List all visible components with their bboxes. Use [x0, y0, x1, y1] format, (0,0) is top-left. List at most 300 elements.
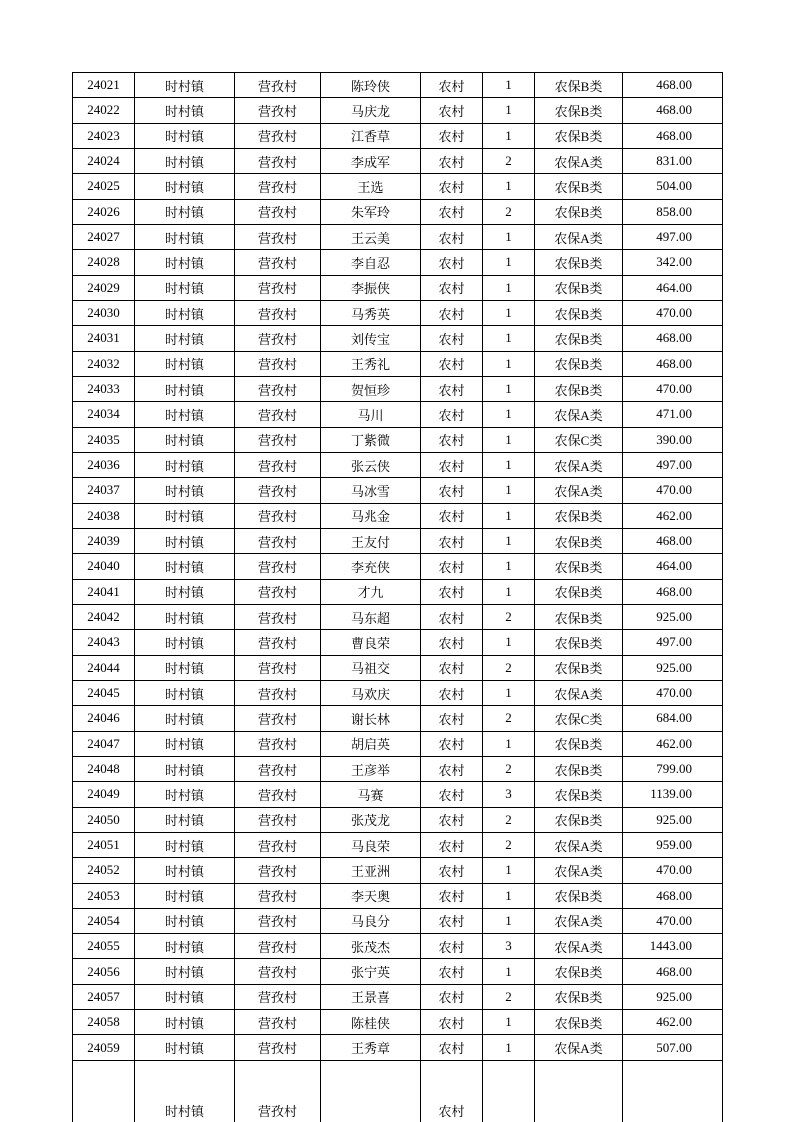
table-cell-amount: 390.00 — [623, 427, 723, 452]
table-cell-amount: 468.00 — [623, 351, 723, 376]
table-cell-village: 营孜村 — [235, 250, 321, 275]
table-cell-count: 1 — [483, 98, 535, 123]
table-cell-town: 时村镇 — [135, 224, 235, 249]
table-cell-amount: 468.00 — [623, 579, 723, 604]
table-cell-amount: 471.00 — [623, 402, 723, 427]
table-cell-type: 农村 — [421, 528, 483, 553]
table-cell-category: 农保B类 — [535, 503, 623, 528]
table-cell-amount: 468.00 — [623, 73, 723, 98]
table-cell-town: 时村镇 — [135, 174, 235, 199]
table-cell-id: 24050 — [73, 807, 135, 832]
table-cell-village: 营孜村 — [235, 883, 321, 908]
table-cell-village: 营孜村 — [235, 199, 321, 224]
table-cell-type: 农村 — [421, 402, 483, 427]
table-cell-id: 24021 — [73, 73, 135, 98]
table-cell-id: 24030 — [73, 300, 135, 325]
table-cell-village: 营孜村 — [235, 984, 321, 1009]
table-cell-id: 24054 — [73, 908, 135, 933]
table-cell-type: 农村 — [421, 680, 483, 705]
table-cell-amount: 470.00 — [623, 908, 723, 933]
table-cell-category: 农保B类 — [535, 554, 623, 579]
table-row — [73, 1035, 723, 1060]
table-cell-count: 1 — [483, 908, 535, 933]
table-cell-count: 1 — [483, 402, 535, 427]
table-cell-town: 时村镇 — [135, 984, 235, 1009]
table-cell-town: 时村镇 — [135, 528, 235, 553]
table-cell-amount: 497.00 — [623, 630, 723, 655]
table-cell-type: 农村 — [421, 1010, 483, 1035]
table-cell-type: 农村 — [421, 731, 483, 756]
table-cell-id: 24026 — [73, 199, 135, 224]
table-cell-amount: 959.00 — [623, 832, 723, 857]
table-cell-type: 农村 — [421, 148, 483, 173]
table-row — [73, 832, 723, 857]
table-cell-type: 农村 — [421, 275, 483, 300]
table-cell-amount: 858.00 — [623, 199, 723, 224]
table-cell-name: 胡启英 — [321, 731, 421, 756]
table-cell-name: 李自忍 — [321, 250, 421, 275]
table-cell-name: 马东超 — [321, 604, 421, 629]
table-cell-type: 农村 — [421, 174, 483, 199]
table-cell-name: 马赛 — [321, 782, 421, 807]
table-row — [73, 579, 723, 604]
table-cell-village: 营孜村 — [235, 148, 321, 173]
table-cell-count: 2 — [483, 604, 535, 629]
table-cell-town: 时村镇 — [135, 300, 235, 325]
table-cell-village: 营孜村 — [235, 554, 321, 579]
table-cell-name: 马冰雪 — [321, 478, 421, 503]
table-cell-name: 才九 — [321, 579, 421, 604]
table-cell-count: 1 — [483, 224, 535, 249]
table-cell-name: 马川 — [321, 402, 421, 427]
table-cell-name: 李天奥 — [321, 883, 421, 908]
table-cell-id: 24057 — [73, 984, 135, 1009]
table-cell-amount: 470.00 — [623, 376, 723, 401]
table-cell-count: 1 — [483, 452, 535, 477]
table-cell-category: 农保B类 — [535, 376, 623, 401]
table-cell-count: 1 — [483, 731, 535, 756]
table-cell-type: 农村 — [421, 832, 483, 857]
table-cell-name: 张茂杰 — [321, 934, 421, 959]
table-cell-town: 时村镇 — [135, 883, 235, 908]
table-row — [73, 807, 723, 832]
table-cell-category: 农保B类 — [535, 579, 623, 604]
table-row — [73, 959, 723, 984]
table-cell-id: 24038 — [73, 503, 135, 528]
table-cell-name: 马欢庆 — [321, 680, 421, 705]
table-cell-count: 2 — [483, 148, 535, 173]
table-cell-count: 1 — [483, 554, 535, 579]
table-row — [73, 402, 723, 427]
table-cell-id: 24042 — [73, 604, 135, 629]
table-cell-category: 农保A类 — [535, 224, 623, 249]
table-cell-id: 24058 — [73, 1010, 135, 1035]
table-cell-category: 农保A类 — [535, 1035, 623, 1060]
table-cell-id — [73, 1060, 135, 1122]
table-cell-village: 营孜村 — [235, 807, 321, 832]
table-cell-category: 农保B类 — [535, 300, 623, 325]
table-cell-name: 王景喜 — [321, 984, 421, 1009]
table-cell-amount: 468.00 — [623, 326, 723, 351]
table-cell-town: 时村镇 — [135, 934, 235, 959]
table-cell-amount: 468.00 — [623, 123, 723, 148]
table-row — [73, 782, 723, 807]
table-row — [73, 680, 723, 705]
table-cell-type: 农村 — [421, 756, 483, 781]
table-cell-name: 李振侠 — [321, 275, 421, 300]
table-cell-town: 时村镇 — [135, 1060, 235, 1122]
table-cell-town: 时村镇 — [135, 908, 235, 933]
table-cell-category: 农保A类 — [535, 402, 623, 427]
table-cell-category: 农保A类 — [535, 148, 623, 173]
table-cell-name: 张宁英 — [321, 959, 421, 984]
table-row — [73, 756, 723, 781]
table-cell-amount: 1139.00 — [623, 782, 723, 807]
table-cell-town: 时村镇 — [135, 123, 235, 148]
table-cell-town: 时村镇 — [135, 402, 235, 427]
table-cell-type: 农村 — [421, 579, 483, 604]
table-body — [73, 73, 723, 1122]
table-cell-name: 张云侠 — [321, 452, 421, 477]
table-cell-id: 24027 — [73, 224, 135, 249]
table-cell-village: 营孜村 — [235, 1010, 321, 1035]
table-row — [73, 908, 723, 933]
table-cell-count: 1 — [483, 959, 535, 984]
table-cell-amount: 470.00 — [623, 478, 723, 503]
table-cell-id: 24031 — [73, 326, 135, 351]
table-cell-name: 王亚洲 — [321, 858, 421, 883]
table-cell-type: 农村 — [421, 300, 483, 325]
table-cell-type: 农村 — [421, 908, 483, 933]
table-cell-name: 王选 — [321, 174, 421, 199]
table-cell-village: 营孜村 — [235, 655, 321, 680]
table-cell-village: 营孜村 — [235, 959, 321, 984]
table-cell-id: 24034 — [73, 402, 135, 427]
table-cell-type: 农村 — [421, 478, 483, 503]
table-cell-category: 农保B类 — [535, 959, 623, 984]
table-cell-id: 24059 — [73, 1035, 135, 1060]
table-cell-id: 24049 — [73, 782, 135, 807]
table-cell-type: 农村 — [421, 655, 483, 680]
table-cell-type: 农村 — [421, 554, 483, 579]
table-cell-count: 2 — [483, 199, 535, 224]
table-cell-id: 24028 — [73, 250, 135, 275]
table-cell-name: 张茂龙 — [321, 807, 421, 832]
table-cell-name: 马秀英 — [321, 300, 421, 325]
table-cell-town: 时村镇 — [135, 959, 235, 984]
table-cell-count: 1 — [483, 883, 535, 908]
table-cell-amount: 925.00 — [623, 807, 723, 832]
table-cell-category: 农保B类 — [535, 528, 623, 553]
table-cell-village: 营孜村 — [235, 351, 321, 376]
table-cell-name: 马良分 — [321, 908, 421, 933]
table-cell-id: 24025 — [73, 174, 135, 199]
table-row — [73, 604, 723, 629]
table-cell-name: 丁紫微 — [321, 427, 421, 452]
table-cell-name: 王友付 — [321, 528, 421, 553]
table-cell-village: 营孜村 — [235, 300, 321, 325]
table-row — [73, 427, 723, 452]
table-row — [73, 528, 723, 553]
table-row — [73, 376, 723, 401]
table-row — [73, 250, 723, 275]
table-cell-id: 24040 — [73, 554, 135, 579]
table-cell-count: 1 — [483, 73, 535, 98]
table-cell-type: 农村 — [421, 503, 483, 528]
table-cell-amount — [623, 1060, 723, 1122]
table-row — [73, 224, 723, 249]
table-cell-name: 江香草 — [321, 123, 421, 148]
table-cell-id: 24035 — [73, 427, 135, 452]
table-cell-amount: 497.00 — [623, 224, 723, 249]
table-cell-count: 1 — [483, 427, 535, 452]
table-row — [73, 478, 723, 503]
table-cell-town: 时村镇 — [135, 250, 235, 275]
table-cell-id: 24039 — [73, 528, 135, 553]
table-row — [73, 123, 723, 148]
table-cell-town: 时村镇 — [135, 604, 235, 629]
table-cell-category: 农保B类 — [535, 174, 623, 199]
table-cell-town: 时村镇 — [135, 706, 235, 731]
table-cell-type: 农村 — [421, 98, 483, 123]
table-cell-town: 时村镇 — [135, 630, 235, 655]
table-cell-type: 农村 — [421, 858, 483, 883]
table-cell-town: 时村镇 — [135, 376, 235, 401]
table-cell-name: 王彦举 — [321, 756, 421, 781]
table-cell-town: 时村镇 — [135, 503, 235, 528]
table-cell-town: 时村镇 — [135, 554, 235, 579]
table-cell-count: 1 — [483, 858, 535, 883]
table-cell-village: 营孜村 — [235, 174, 321, 199]
table-cell-amount: 504.00 — [623, 174, 723, 199]
table-cell-count: 2 — [483, 832, 535, 857]
table-cell-village: 营孜村 — [235, 275, 321, 300]
table-cell-count: 3 — [483, 934, 535, 959]
table-row — [73, 326, 723, 351]
table-cell-type: 农村 — [421, 123, 483, 148]
table-row — [73, 174, 723, 199]
table-cell-amount: 468.00 — [623, 883, 723, 908]
table-cell-town: 时村镇 — [135, 1010, 235, 1035]
table-cell-type: 农村 — [421, 427, 483, 452]
table-cell-id: 24041 — [73, 579, 135, 604]
table-cell-village: 营孜村 — [235, 604, 321, 629]
table-row — [73, 275, 723, 300]
table-row — [73, 452, 723, 477]
table-cell-village: 营孜村 — [235, 224, 321, 249]
table-cell-id: 24029 — [73, 275, 135, 300]
table-cell-town: 时村镇 — [135, 98, 235, 123]
table-cell-amount: 470.00 — [623, 300, 723, 325]
table-cell-town: 时村镇 — [135, 756, 235, 781]
table-cell-count: 1 — [483, 1035, 535, 1060]
table-cell-village: 营孜村 — [235, 427, 321, 452]
table-cell-count: 3 — [483, 782, 535, 807]
table-cell-amount: 684.00 — [623, 706, 723, 731]
table-cell-category: 农保A类 — [535, 452, 623, 477]
table-cell-category: 农保B类 — [535, 782, 623, 807]
table-cell-village: 营孜村 — [235, 934, 321, 959]
table-cell-village: 营孜村 — [235, 680, 321, 705]
table-cell-village: 营孜村 — [235, 756, 321, 781]
records-table — [72, 72, 723, 1122]
table-cell-town: 时村镇 — [135, 275, 235, 300]
table-row — [73, 98, 723, 123]
table-cell-category: 农保B类 — [535, 630, 623, 655]
table-cell-name: 王秀章 — [321, 1035, 421, 1060]
table-cell-type: 农村 — [421, 984, 483, 1009]
table-cell-amount: 507.00 — [623, 1035, 723, 1060]
table-cell-id: 24033 — [73, 376, 135, 401]
table-cell-type: 农村 — [421, 959, 483, 984]
table-cell-id: 24023 — [73, 123, 135, 148]
table-cell-category: 农保B类 — [535, 655, 623, 680]
table-cell-category: 农保A类 — [535, 908, 623, 933]
table-cell-type: 农村 — [421, 351, 483, 376]
table-cell-count: 1 — [483, 123, 535, 148]
table-row — [73, 883, 723, 908]
table-cell-category: 农保B类 — [535, 756, 623, 781]
table-cell-category: 农保B类 — [535, 807, 623, 832]
table-cell-id: 24053 — [73, 883, 135, 908]
table-cell-village: 营孜村 — [235, 452, 321, 477]
table-cell-name: 王秀礼 — [321, 351, 421, 376]
table-cell-name: 李充侠 — [321, 554, 421, 579]
table-cell-village: 营孜村 — [235, 98, 321, 123]
table-cell-name: 曹良荣 — [321, 630, 421, 655]
table-cell-category: 农保B类 — [535, 731, 623, 756]
table-cell-amount: 468.00 — [623, 528, 723, 553]
table-cell-count: 1 — [483, 300, 535, 325]
table-row — [73, 984, 723, 1009]
table-cell-amount: 925.00 — [623, 604, 723, 629]
table-cell-count: 2 — [483, 984, 535, 1009]
table-cell-town: 时村镇 — [135, 427, 235, 452]
table-cell-village: 营孜村 — [235, 1060, 321, 1122]
table-cell-village: 营孜村 — [235, 503, 321, 528]
table-cell-category: 农保C类 — [535, 427, 623, 452]
table-cell-id: 24044 — [73, 655, 135, 680]
table-cell-village: 营孜村 — [235, 579, 321, 604]
table-cell-amount: 470.00 — [623, 680, 723, 705]
table-row — [73, 199, 723, 224]
table-cell-category: 农保B类 — [535, 326, 623, 351]
table-cell-category: 农保B类 — [535, 604, 623, 629]
table-cell-id: 24036 — [73, 452, 135, 477]
table-row — [73, 934, 723, 959]
table-row — [73, 655, 723, 680]
table-cell-category: 农保A类 — [535, 680, 623, 705]
table-cell-type: 农村 — [421, 630, 483, 655]
table-cell-amount: 799.00 — [623, 756, 723, 781]
table-cell-id: 24037 — [73, 478, 135, 503]
table-cell-name: 王云美 — [321, 224, 421, 249]
table-cell-village: 营孜村 — [235, 858, 321, 883]
table-cell-id: 24056 — [73, 959, 135, 984]
table-cell-type: 农村 — [421, 706, 483, 731]
table-cell-town: 时村镇 — [135, 832, 235, 857]
table-cell-count: 2 — [483, 807, 535, 832]
table-cell-name: 马庆龙 — [321, 98, 421, 123]
table-cell-town: 时村镇 — [135, 579, 235, 604]
table-row — [73, 731, 723, 756]
table-cell-category: 农保B类 — [535, 250, 623, 275]
table-cell-category: 农保A类 — [535, 478, 623, 503]
table-cell-name: 陈桂侠 — [321, 1010, 421, 1035]
table-row — [73, 1060, 723, 1122]
table-cell-town: 时村镇 — [135, 655, 235, 680]
table-cell-town: 时村镇 — [135, 680, 235, 705]
table-cell-name: 刘传宝 — [321, 326, 421, 351]
table-cell-category: 农保B类 — [535, 883, 623, 908]
table-cell-village: 营孜村 — [235, 630, 321, 655]
table-cell-amount: 462.00 — [623, 503, 723, 528]
table-cell-type: 农村 — [421, 376, 483, 401]
table-cell-name — [321, 1060, 421, 1122]
table-row — [73, 554, 723, 579]
table-cell-count: 1 — [483, 680, 535, 705]
table-cell-village: 营孜村 — [235, 731, 321, 756]
table-cell-type: 农村 — [421, 250, 483, 275]
table-cell-amount: 462.00 — [623, 1010, 723, 1035]
table-cell-town: 时村镇 — [135, 199, 235, 224]
table-cell-town: 时村镇 — [135, 731, 235, 756]
table-cell-count: 2 — [483, 655, 535, 680]
table-cell-category: 农保B类 — [535, 984, 623, 1009]
table-cell-town: 时村镇 — [135, 782, 235, 807]
table-cell-category: 农保B类 — [535, 275, 623, 300]
table-cell-count: 2 — [483, 756, 535, 781]
table-cell-name: 朱军玲 — [321, 199, 421, 224]
table-cell-category: 农保A类 — [535, 832, 623, 857]
table-cell-id: 24048 — [73, 756, 135, 781]
table-cell-amount: 925.00 — [623, 655, 723, 680]
table-cell-name: 李成军 — [321, 148, 421, 173]
table-cell-amount: 464.00 — [623, 554, 723, 579]
table-cell-name: 谢长林 — [321, 706, 421, 731]
table-cell-village: 营孜村 — [235, 1035, 321, 1060]
table-cell-id: 24024 — [73, 148, 135, 173]
table-cell-id: 24055 — [73, 934, 135, 959]
table-cell-village: 营孜村 — [235, 908, 321, 933]
table-cell-type: 农村 — [421, 1060, 483, 1122]
table-cell-town: 时村镇 — [135, 73, 235, 98]
table-row — [73, 858, 723, 883]
table-cell-amount: 468.00 — [623, 98, 723, 123]
table-cell-category — [535, 1060, 623, 1122]
table-cell-amount: 470.00 — [623, 858, 723, 883]
table-cell-village: 营孜村 — [235, 782, 321, 807]
table-cell-town: 时村镇 — [135, 858, 235, 883]
table-cell-id: 24043 — [73, 630, 135, 655]
table-cell-town: 时村镇 — [135, 148, 235, 173]
table-row — [73, 503, 723, 528]
table-cell-type: 农村 — [421, 199, 483, 224]
table-row — [73, 351, 723, 376]
table-cell-amount: 1443.00 — [623, 934, 723, 959]
table-row — [73, 300, 723, 325]
table-cell-name: 贺恒珍 — [321, 376, 421, 401]
table-cell-type: 农村 — [421, 604, 483, 629]
table-cell-count: 1 — [483, 275, 535, 300]
table-cell-type: 农村 — [421, 452, 483, 477]
table-cell-amount: 462.00 — [623, 731, 723, 756]
table-cell-name: 马兆金 — [321, 503, 421, 528]
table-cell-count: 1 — [483, 351, 535, 376]
table-row — [73, 1010, 723, 1035]
table-cell-village: 营孜村 — [235, 73, 321, 98]
table-cell-village: 营孜村 — [235, 478, 321, 503]
